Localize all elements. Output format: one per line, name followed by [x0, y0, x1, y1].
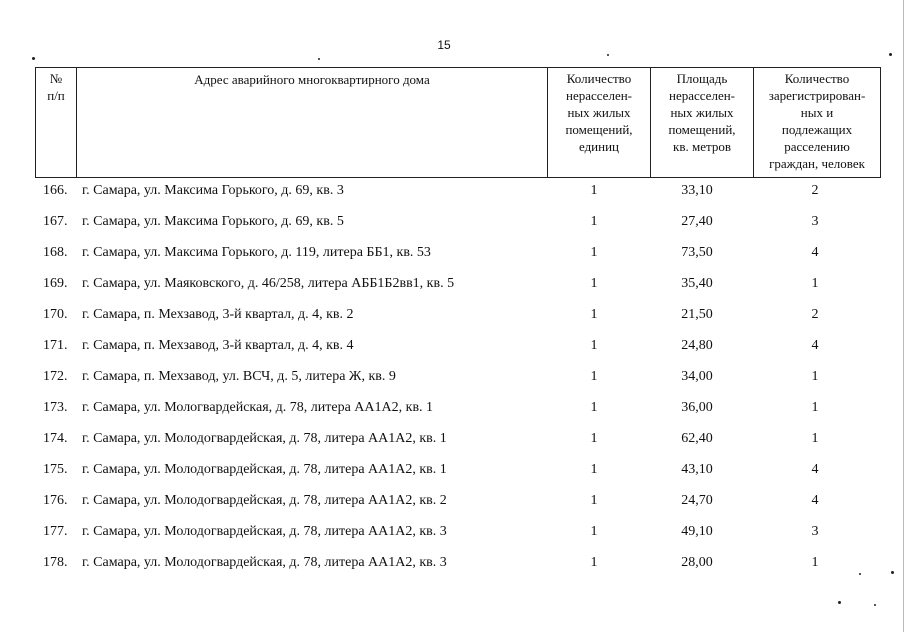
scan-speck: [889, 53, 892, 56]
row-count: 1: [590, 524, 598, 539]
row-number: 167.: [43, 214, 68, 229]
row-number: 174.: [43, 431, 68, 446]
row-area: 21,50: [681, 307, 713, 322]
row-address: г. Самара, п. Мехзавод, ул. ВСЧ, д. 5, литера Ж, кв. 9: [82, 369, 396, 384]
row-count: 1: [590, 245, 598, 260]
row-people: 4: [811, 493, 819, 508]
row-people: 1: [811, 431, 819, 446]
row-area: 28,00: [681, 555, 713, 570]
row-area: 73,50: [681, 245, 713, 260]
row-people: 4: [811, 338, 819, 353]
table-row: [35, 400, 880, 420]
row-people: 1: [811, 369, 819, 384]
row-number: 178.: [43, 555, 68, 570]
row-number: 175.: [43, 462, 68, 477]
row-area: 36,00: [681, 400, 713, 415]
row-people: 1: [811, 555, 819, 570]
row-address: г. Самара, ул. Молодогвардейская, д. 78, литера АА1А2, кв. 2: [82, 493, 447, 508]
row-count: 1: [590, 338, 598, 353]
row-count: 1: [590, 493, 598, 508]
row-count: 1: [590, 462, 598, 477]
scan-speck: [874, 604, 876, 606]
row-number: 170.: [43, 307, 68, 322]
row-address: г. Самара, п. Мехзавод, 3-й квартал, д. 4, кв. 4: [82, 338, 354, 353]
row-number: 172.: [43, 369, 68, 384]
row-number: 173.: [43, 400, 68, 415]
table-row: [35, 524, 880, 544]
header-num-label: № п/п: [47, 71, 65, 103]
row-count: 1: [590, 183, 598, 198]
scan-speck: [607, 54, 609, 56]
scan-speck: [838, 601, 841, 604]
row-people: 1: [811, 276, 819, 291]
row-people: 4: [811, 245, 819, 260]
row-address: г. Самара, ул. Максима Горького, д. 69, кв. 3: [82, 183, 344, 198]
row-area: 24,70: [681, 493, 713, 508]
row-number: 168.: [43, 245, 68, 260]
header-people-label: Количество зарегистрирован- ных и подлежащих расселению граждан, человек: [768, 71, 866, 171]
table-row: [35, 555, 880, 575]
row-count: 1: [590, 276, 598, 291]
row-people: 1: [811, 400, 819, 415]
row-address: г. Самара, ул. Мологвардейская, д. 78, литера АА1А2, кв. 1: [82, 400, 434, 415]
row-area: 34,00: [681, 369, 713, 384]
row-number: 169.: [43, 276, 68, 291]
header-address-label: Адрес аварийного многоквартирного дома: [194, 72, 430, 87]
row-address: г. Самара, ул. Максима Горького, д. 69, кв. 5: [82, 214, 344, 229]
page-number: 15: [437, 38, 451, 52]
row-people: 3: [811, 524, 819, 539]
table-row: [35, 338, 880, 358]
table-row: [35, 462, 880, 482]
header-area: [651, 68, 754, 178]
row-people: 3: [811, 214, 819, 229]
row-count: 1: [590, 307, 598, 322]
row-address: г. Самара, ул. Молодогвардейская, д. 78, литера АА1А2, кв. 1: [82, 431, 447, 446]
row-area: 27,40: [681, 214, 713, 229]
row-area: 33,10: [681, 183, 713, 198]
table-row: [35, 431, 880, 451]
header-area-label: Площадь нерасселен- ных жилых помещений, кв. метров: [668, 71, 736, 154]
row-address: г. Самара, п. Мехзавод, 3-й квартал, д. 4, кв. 2: [82, 307, 354, 322]
row-area: 43,10: [681, 462, 713, 477]
scan-speck: [318, 58, 320, 60]
header-people: [754, 68, 881, 178]
header-address: [77, 68, 548, 178]
row-count: 1: [590, 431, 598, 446]
row-people: 4: [811, 462, 819, 477]
row-count: 1: [590, 214, 598, 229]
row-count: 1: [590, 555, 598, 570]
row-count: 1: [590, 400, 598, 415]
table-row: [35, 307, 880, 327]
row-address: г. Самара, ул. Молодогвардейская, д. 78, литера АА1А2, кв. 1: [82, 462, 447, 477]
row-number: 176.: [43, 493, 68, 508]
row-area: 35,40: [681, 276, 713, 291]
table-row: [35, 214, 880, 234]
header-count: [548, 68, 651, 178]
row-number: 177.: [43, 524, 68, 539]
row-area: 49,10: [681, 524, 713, 539]
table-row: [35, 245, 880, 265]
row-count: 1: [590, 369, 598, 384]
table-header: [35, 67, 881, 178]
row-number: 166.: [43, 183, 68, 198]
row-people: 2: [811, 307, 819, 322]
row-address: г. Самара, ул. Максима Горького, д. 119, литера ББ1, кв. 53: [82, 245, 431, 260]
row-people: 2: [811, 183, 819, 198]
row-address: г. Самара, ул. Маяковского, д. 46/258, литера АББ1Б2вв1, кв. 5: [82, 276, 455, 291]
row-area: 24,80: [681, 338, 713, 353]
row-number: 171.: [43, 338, 68, 353]
header-count-label: Количество нерасселен- ных жилых помещений, единиц: [565, 71, 633, 154]
table-row: [35, 369, 880, 389]
table-row: [35, 276, 880, 296]
header-num: [36, 68, 77, 178]
row-address: г. Самара, ул. Молодогвардейская, д. 78, литера АА1А2, кв. 3: [82, 555, 447, 570]
row-address: г. Самара, ул. Молодогвардейская, д. 78, литера АА1А2, кв. 3: [82, 524, 447, 539]
scan-edge: [903, 0, 904, 632]
table-row: [35, 493, 880, 513]
scan-speck: [891, 571, 894, 574]
row-area: 62,40: [681, 431, 713, 446]
scan-speck: [32, 57, 35, 60]
table-row: [35, 183, 880, 203]
